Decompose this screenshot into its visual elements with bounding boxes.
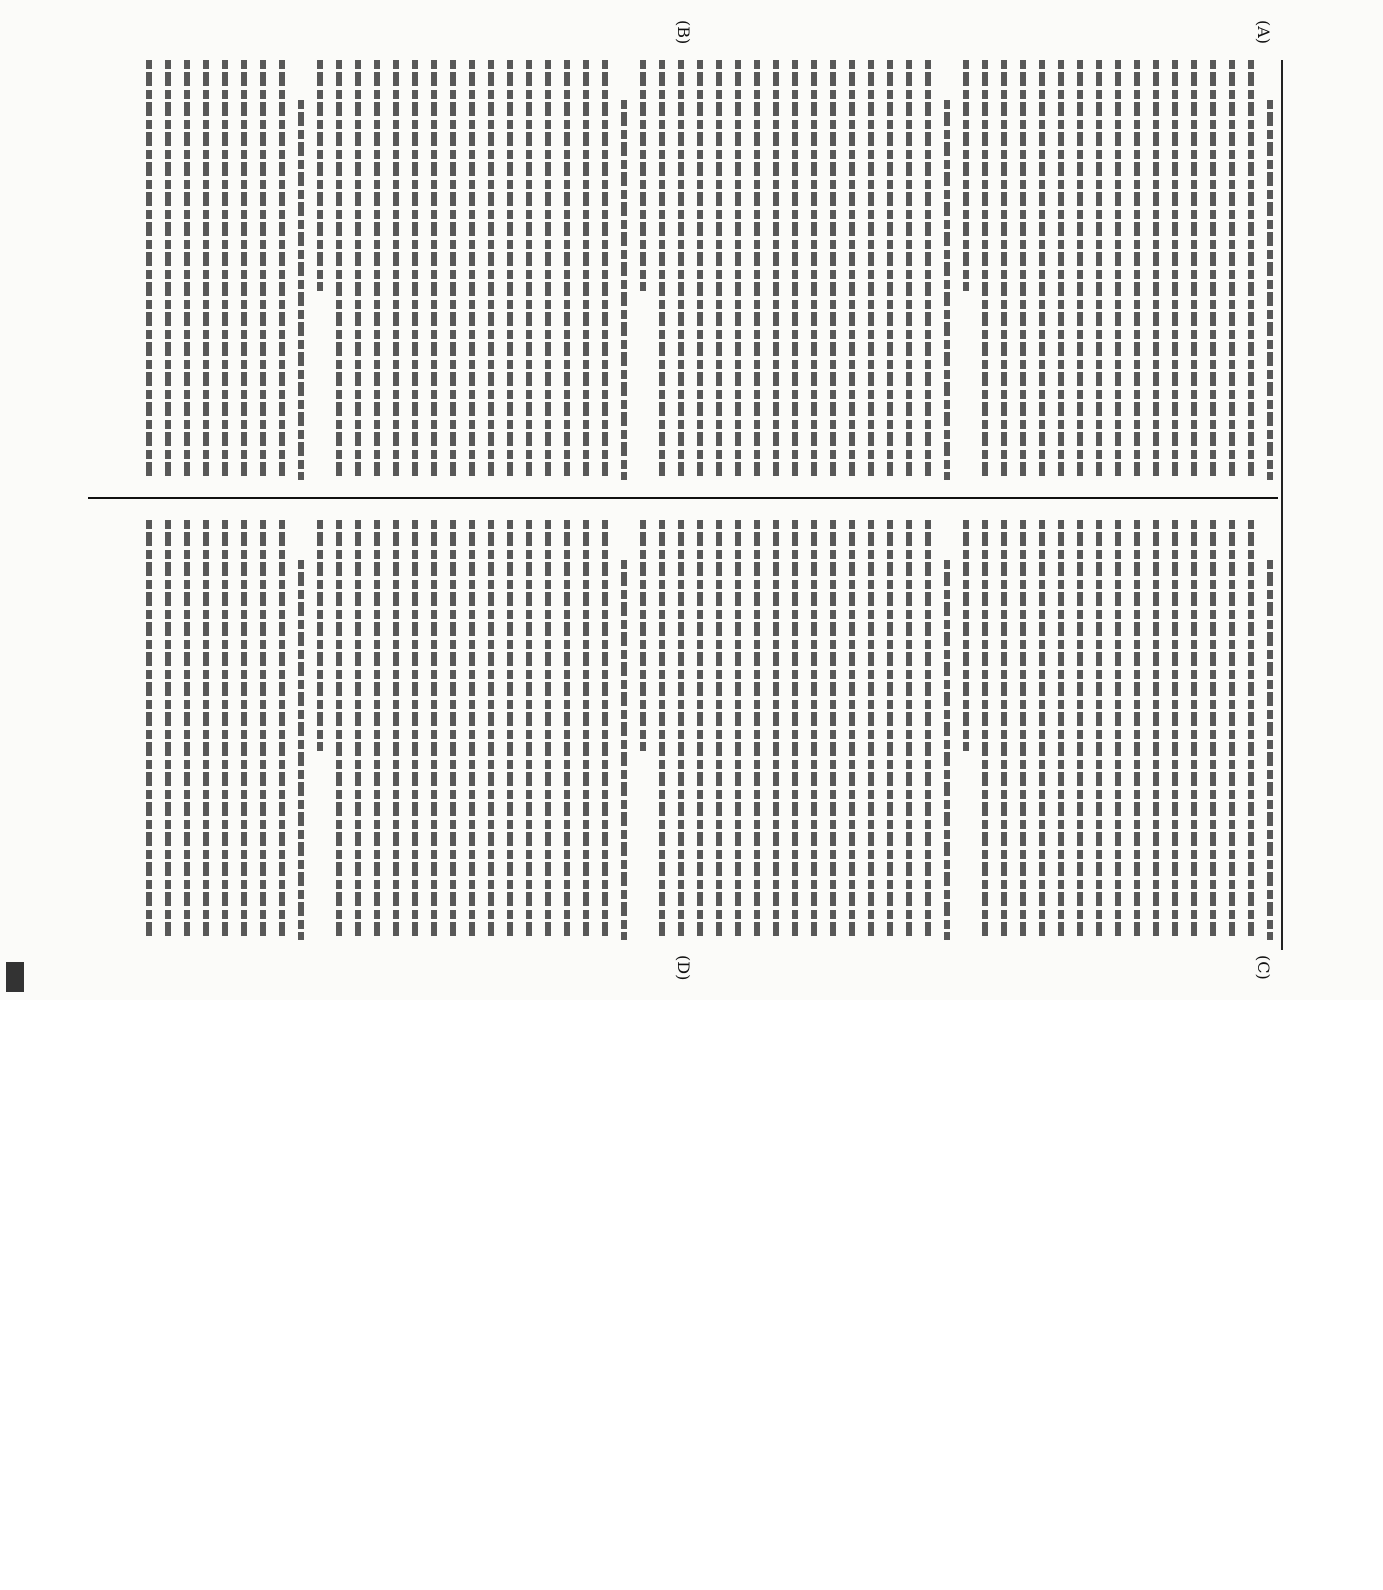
text-line [906, 520, 912, 940]
margin-mark-b: (B) [674, 20, 693, 45]
text-line [1058, 520, 1064, 940]
text-line [621, 560, 627, 940]
text-line [1229, 60, 1235, 480]
text-line [1039, 520, 1045, 940]
text-line [469, 520, 475, 940]
text-line [146, 60, 152, 480]
left-column [93, 60, 1273, 480]
text-line [1001, 60, 1007, 480]
text-line [1077, 520, 1083, 940]
text-line [1229, 520, 1235, 940]
text-line [1096, 60, 1102, 480]
text-line [564, 520, 570, 940]
text-line [792, 60, 798, 480]
text-line [469, 60, 475, 480]
text-line [146, 520, 152, 940]
text-line [488, 60, 494, 480]
text-line [1096, 520, 1102, 940]
text-line [298, 560, 304, 940]
text-line [830, 520, 836, 940]
text-line [716, 520, 722, 940]
text-line [963, 520, 969, 751]
text-line [982, 60, 988, 480]
text-line [602, 520, 608, 940]
text-line [697, 60, 703, 480]
text-line [1210, 60, 1216, 480]
text-line [697, 520, 703, 940]
text-line [773, 60, 779, 480]
text-line [1115, 60, 1121, 480]
right-column [93, 520, 1273, 940]
margin-mark-a: (A) [1254, 20, 1273, 45]
margin-mark-c: (C) [1254, 955, 1273, 980]
text-line [792, 520, 798, 940]
text-line [735, 520, 741, 940]
text-line [944, 560, 950, 940]
text-line [621, 100, 627, 480]
text-line [887, 60, 893, 480]
text-line [640, 60, 646, 291]
text-line [811, 60, 817, 480]
text-line [963, 60, 969, 291]
text-line [222, 520, 228, 940]
text-line [374, 60, 380, 480]
text-line [1153, 520, 1159, 940]
text-line [317, 520, 323, 751]
text-line [1134, 520, 1140, 940]
text-line [298, 100, 304, 480]
text-line [165, 520, 171, 940]
right-column-text [146, 520, 1273, 940]
text-line [507, 520, 513, 940]
text-line [1134, 60, 1140, 480]
column-divider [88, 497, 1278, 499]
text-line [564, 60, 570, 480]
text-line [507, 60, 513, 480]
text-line [1248, 520, 1254, 940]
text-line [450, 520, 456, 940]
text-line [925, 520, 931, 940]
text-line [526, 60, 532, 480]
text-line [1001, 520, 1007, 940]
text-line [545, 520, 551, 940]
text-line [431, 520, 437, 940]
text-line [241, 520, 247, 940]
margin-mark-d: (D) [674, 955, 693, 981]
text-line [754, 60, 760, 480]
text-line [659, 60, 665, 480]
text-line [982, 520, 988, 940]
text-line [640, 520, 646, 751]
text-line [184, 60, 190, 480]
text-line [336, 60, 342, 480]
text-line [260, 60, 266, 480]
text-line [1248, 60, 1254, 480]
text-line [279, 60, 285, 480]
dfg-logo [6, 962, 24, 992]
text-line [849, 520, 855, 940]
text-line [431, 60, 437, 480]
text-line [1077, 60, 1083, 480]
text-line [1153, 60, 1159, 480]
text-line [412, 60, 418, 480]
text-line [1058, 60, 1064, 480]
text-line [1267, 560, 1273, 940]
text-line [944, 100, 950, 480]
text-line [203, 520, 209, 940]
text-line [1267, 100, 1273, 480]
text-line [716, 60, 722, 480]
text-line [336, 520, 342, 940]
text-line [393, 60, 399, 480]
text-line [868, 520, 874, 940]
text-line [659, 520, 665, 940]
text-line [1172, 520, 1178, 940]
text-line [184, 520, 190, 940]
text-line [1115, 520, 1121, 940]
text-line [1210, 520, 1216, 940]
text-line [849, 60, 855, 480]
text-line [1191, 520, 1197, 940]
text-line [450, 60, 456, 480]
text-line [241, 60, 247, 480]
text-line [317, 60, 323, 291]
left-column-text [146, 60, 1273, 480]
text-line [678, 60, 684, 480]
text-line [868, 60, 874, 480]
text-line [735, 60, 741, 480]
text-line [545, 60, 551, 480]
text-line [526, 520, 532, 940]
text-line [1020, 520, 1026, 940]
text-line [773, 520, 779, 940]
text-line [602, 60, 608, 480]
text-line [1172, 60, 1178, 480]
text-line [412, 520, 418, 940]
text-line [355, 60, 361, 480]
digitization-note [8, 590, 28, 1590]
running-header [1281, 60, 1323, 950]
text-line [583, 520, 589, 940]
text-line [925, 60, 931, 480]
text-line [374, 520, 380, 940]
text-line [1039, 60, 1045, 480]
text-line [203, 60, 209, 480]
text-line [355, 520, 361, 940]
text-line [165, 60, 171, 480]
text-line [260, 520, 266, 940]
text-line [830, 60, 836, 480]
text-line [906, 60, 912, 480]
text-line [1020, 60, 1026, 480]
text-line [811, 520, 817, 940]
text-line [488, 520, 494, 940]
text-line [279, 520, 285, 940]
text-line [222, 60, 228, 480]
text-line [887, 520, 893, 940]
text-line [583, 60, 589, 480]
text-line [754, 520, 760, 940]
text-line [393, 520, 399, 940]
text-line [678, 520, 684, 940]
text-line [1191, 60, 1197, 480]
